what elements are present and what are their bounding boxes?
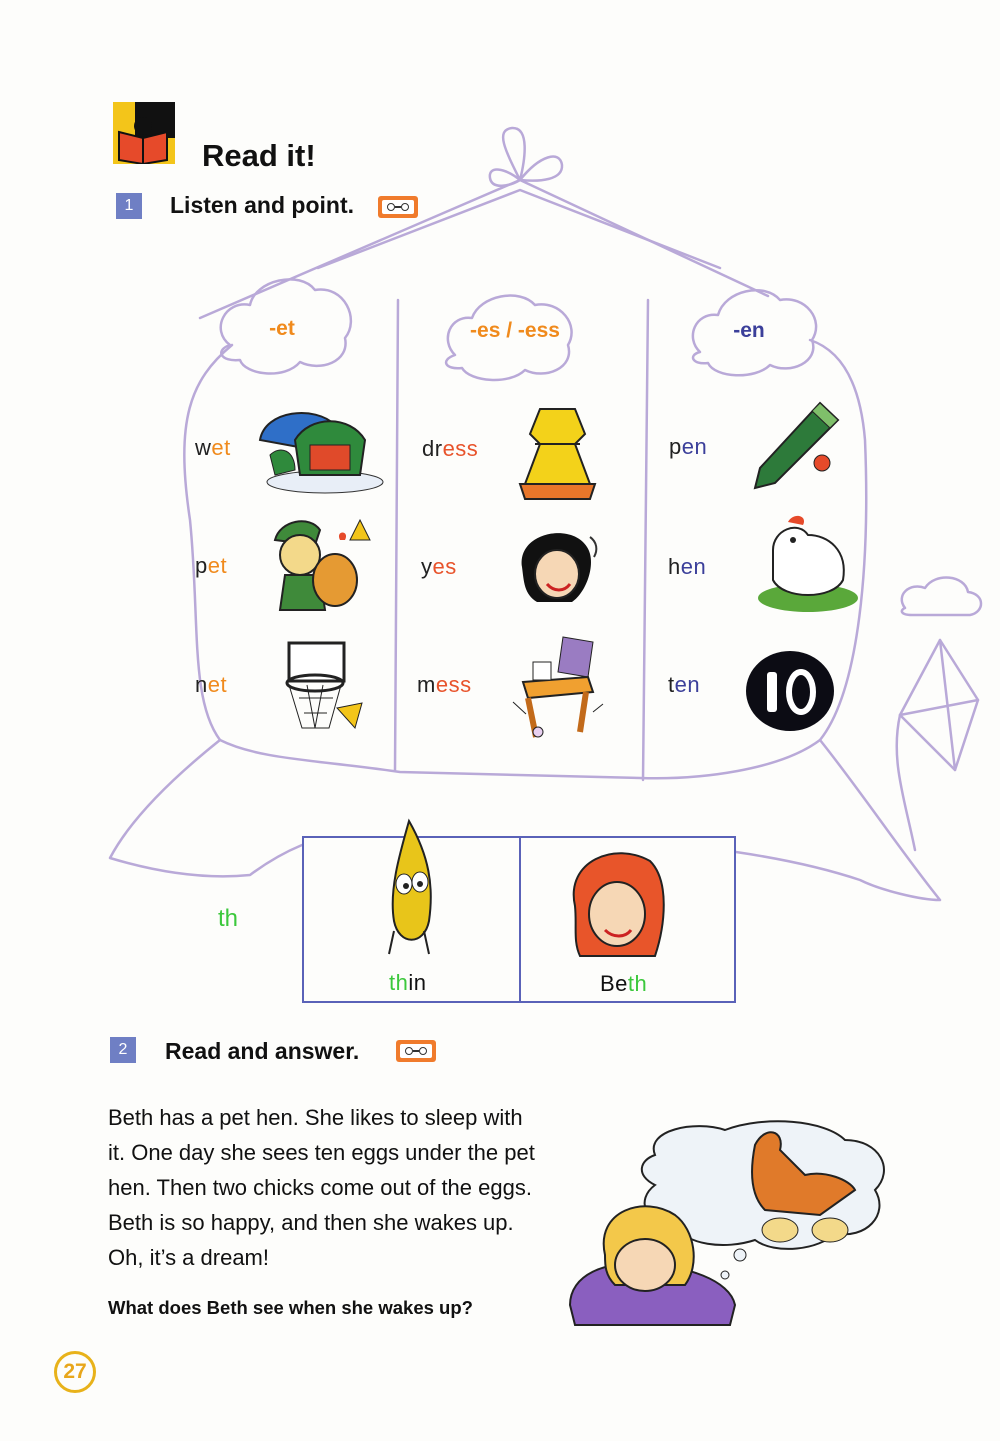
story-line: hen. Then two chicks come out of the eggs. xyxy=(108,1175,532,1200)
word-dress[interactable]: dress xyxy=(422,436,479,461)
th-word-box xyxy=(302,836,736,1003)
basketball-net-icon xyxy=(277,638,367,738)
white-hen-icon xyxy=(753,510,858,614)
yellow-dress-icon xyxy=(515,404,600,502)
th-box-divider xyxy=(519,838,521,1003)
number-ten-icon xyxy=(745,650,835,732)
beth-girl-icon xyxy=(565,846,670,964)
question-text: What does Beth see when she wakes up? xyxy=(108,1297,473,1318)
green-pen-icon xyxy=(750,398,840,493)
word-net[interactable]: net xyxy=(195,672,228,697)
story-text xyxy=(108,1100,628,1275)
word-thin[interactable]: thin xyxy=(389,970,427,995)
suffix-en: -en xyxy=(733,319,765,342)
word-pet[interactable]: pet xyxy=(195,553,228,578)
thin-character-icon xyxy=(374,816,449,956)
girl-nodding-icon xyxy=(512,522,602,612)
story-line: Beth has a pet hen. She likes to sleep with xyxy=(108,1105,523,1130)
cassette-icon[interactable] xyxy=(378,196,418,218)
th-label: th xyxy=(218,905,239,932)
cassette-icon[interactable] xyxy=(396,1040,436,1062)
section-2-badge: 2 xyxy=(110,1037,136,1063)
word-pen[interactable]: pen xyxy=(669,434,708,459)
page-number: 27 xyxy=(54,1351,96,1393)
word-ten[interactable]: ten xyxy=(668,672,701,697)
word-beth[interactable]: Beth xyxy=(600,971,648,996)
reading-icon xyxy=(113,102,175,164)
section-1-badge: 1 xyxy=(116,193,142,219)
story-line: it. One day she sees ten eggs under the pet xyxy=(108,1140,535,1165)
story-line: Beth is so happy, and then she wakes up. xyxy=(108,1210,514,1235)
word-yes[interactable]: yes xyxy=(421,554,457,579)
boy-with-puppy-icon xyxy=(265,510,380,615)
section-1-heading: Listen and point. xyxy=(170,192,354,218)
word-mess[interactable]: mess xyxy=(417,672,472,697)
beth-dreaming-icon xyxy=(565,1115,900,1330)
word-wet[interactable]: wet xyxy=(195,435,231,460)
suffix-es-ess: -es / -ess xyxy=(470,319,560,342)
suffix-et: -et xyxy=(269,317,295,340)
page-title: Read it! xyxy=(202,138,316,173)
word-hen[interactable]: hen xyxy=(668,554,707,579)
story-line: Oh, it’s a dream! xyxy=(108,1245,269,1270)
section-2-heading: Read and answer. xyxy=(165,1038,360,1064)
crocodiles-wet-icon xyxy=(255,400,385,495)
messy-desk-icon xyxy=(508,632,606,744)
